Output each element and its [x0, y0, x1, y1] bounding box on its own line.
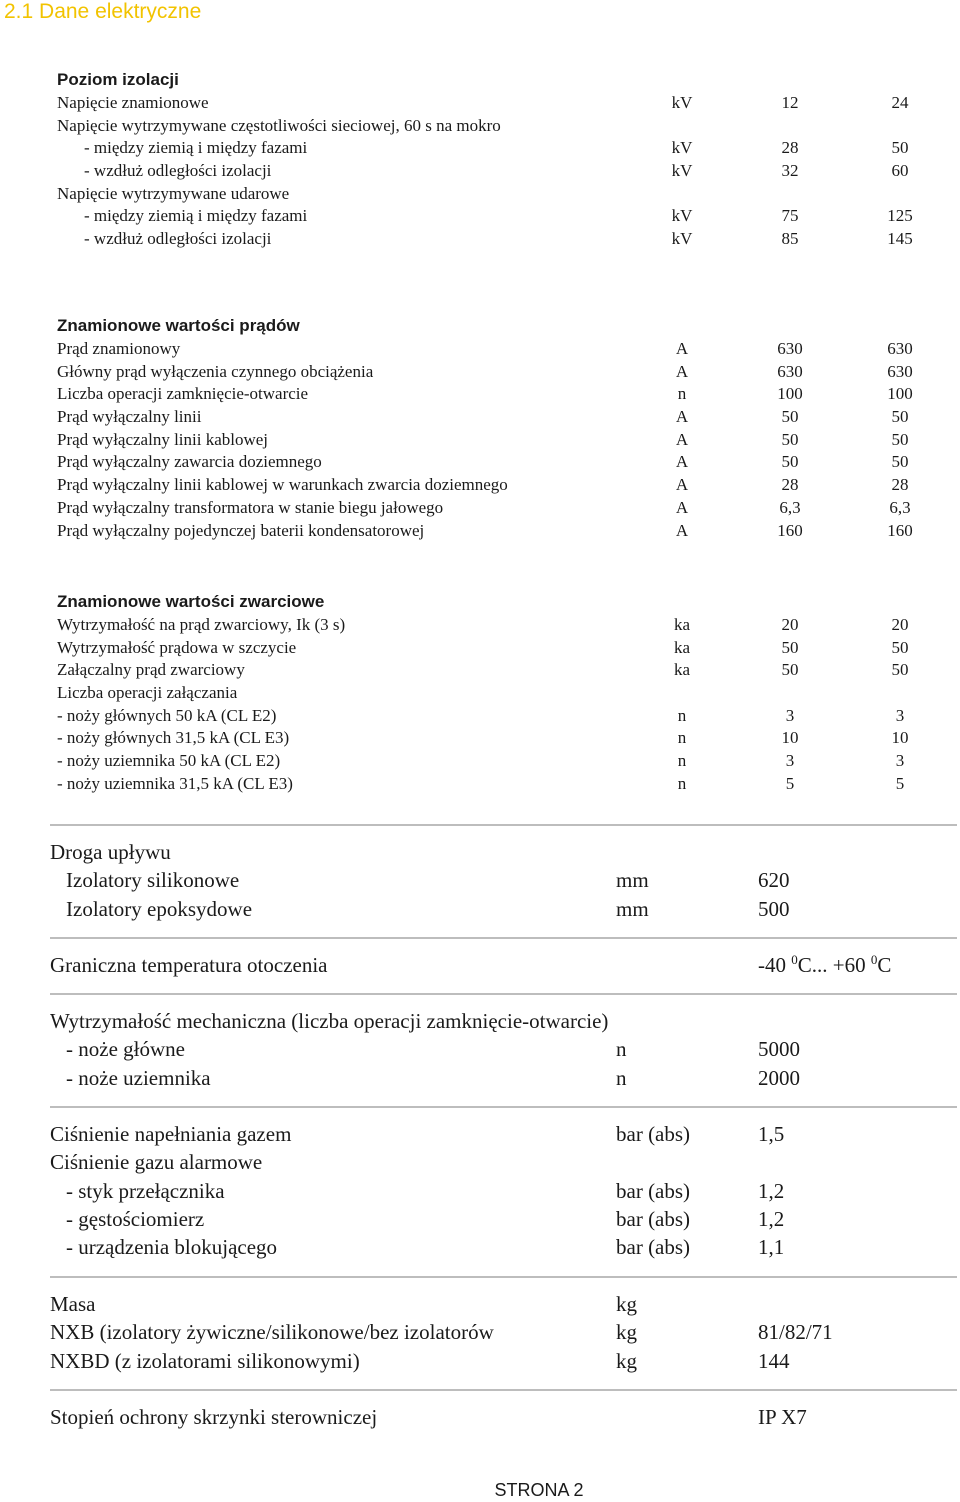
- table-row: [57, 750, 937, 773]
- row-unit: n: [677, 384, 687, 404]
- row-value-12kv: 50: [781, 637, 799, 657]
- section-rated-currents: [57, 314, 937, 542]
- table-row: [57, 773, 937, 796]
- section-insulation-level: [57, 68, 937, 251]
- row-value-12kv: 630: [777, 339, 803, 358]
- row-value-12kv: 10: [781, 728, 799, 748]
- row-label: Napięcie wytrzymywane częstotliwości sieciowej, 60 s na mokro: [57, 115, 501, 135]
- row-value-24kv: 50: [891, 429, 909, 449]
- row-label: - noży głównych 50 kA (CL E2): [57, 705, 277, 725]
- row-value-24kv: 20: [891, 615, 909, 634]
- row-value-24kv: 60: [891, 161, 909, 181]
- table-row: [57, 383, 937, 406]
- row-unit: n: [677, 751, 687, 771]
- table-row: [57, 659, 937, 682]
- row-value-24kv: 630: [887, 361, 913, 381]
- table-row: [57, 228, 937, 251]
- row-label: - noże uziemnika: [66, 1065, 211, 1090]
- row-label: Prąd wyłączalny zawarcia doziemnego: [57, 452, 322, 472]
- row-unit: bar (abs): [616, 1122, 691, 1146]
- table-row: [57, 497, 937, 520]
- table-row: [57, 205, 937, 228]
- row-value-12kv: 50: [781, 660, 799, 680]
- row-value-12kv: 12: [781, 93, 799, 112]
- row-value-12kv: 50: [781, 407, 799, 427]
- row-unit: ka: [673, 615, 691, 634]
- row-value-24kv: 5: [895, 773, 905, 793]
- row-value-12kv: 160: [777, 520, 803, 540]
- row-value-24kv: 100: [887, 384, 913, 404]
- section-title: Znamionowe wartości zwarciowe: [57, 592, 325, 611]
- table-row: [57, 406, 937, 429]
- divider: [50, 1276, 957, 1278]
- row-unit: n: [677, 705, 687, 725]
- row-value-12kv: 630: [777, 361, 803, 381]
- row-value-24kv: 10: [891, 728, 909, 748]
- row-unit: mm: [616, 868, 649, 893]
- row-value-12kv: 28: [781, 138, 799, 158]
- row-unit: mm: [616, 896, 649, 921]
- row-unit: bar (abs): [616, 1235, 691, 1260]
- row-value-12kv: 28: [781, 475, 799, 495]
- table-row: [50, 1007, 957, 1035]
- table-row: [57, 338, 937, 361]
- row-unit: n: [616, 1065, 627, 1090]
- block-creepage-distance: [50, 838, 957, 923]
- row-label: Izolatory epoksydowe: [66, 896, 253, 921]
- row-unit: kV: [671, 206, 693, 226]
- row-value-24kv: 50: [891, 407, 909, 427]
- row-value: 81/82/71: [758, 1320, 833, 1345]
- row-value-24kv: 24: [891, 93, 909, 112]
- table-row: [50, 1318, 957, 1346]
- table-row: [57, 429, 937, 452]
- row-value-24kv: 50: [891, 637, 909, 657]
- table-row: [50, 866, 957, 894]
- table-row: [50, 1148, 957, 1176]
- row-unit: ka: [673, 660, 691, 680]
- page-number: STRONA 2: [494, 1480, 584, 1500]
- row-value-24kv: 125: [887, 206, 913, 226]
- section-title: Znamionowe wartości prądów: [57, 316, 300, 335]
- table-row: [50, 1290, 957, 1318]
- row-value: 2000: [758, 1065, 800, 1090]
- table-row: [57, 727, 937, 750]
- row-unit: kg: [616, 1292, 637, 1316]
- table-row: [50, 1347, 957, 1375]
- row-unit: A: [675, 339, 689, 358]
- row-label: - między ziemią i między fazami: [84, 206, 308, 226]
- table-row: [50, 1120, 957, 1148]
- row-value-24kv: 160: [887, 520, 913, 540]
- table-row: [50, 1035, 957, 1063]
- row-label: Wytrzymałość mechaniczna (liczba operacji zamknięcie-otwarcie): [50, 1009, 609, 1033]
- row-label: Główny prąd wyłączenia czynnego obciążenia: [57, 361, 374, 381]
- row-value-12kv: 5: [785, 773, 795, 793]
- row-value-12kv: 50: [781, 429, 799, 449]
- row-label: Wytrzymałość na prąd zwarciowy, Ik (3 s): [57, 615, 346, 634]
- block-ambient-temperature: [50, 951, 957, 979]
- row-value-24kv: 50: [891, 452, 909, 472]
- row-unit: A: [675, 361, 689, 381]
- row-label: Prąd wyłączalny linii kablowej: [57, 429, 269, 449]
- row-unit: bar (abs): [616, 1178, 691, 1203]
- row-value: 1,2: [758, 1178, 785, 1203]
- row-value: IP X7: [758, 1405, 807, 1429]
- table-row: [50, 951, 957, 979]
- row-label: Prąd wyłączalny linii kablowej w warunkach zwarcia doziemnego: [57, 475, 508, 495]
- divider: [50, 937, 957, 939]
- row-unit: kV: [671, 161, 693, 181]
- row-label: NXB (izolatory żywiczne/silikonowe/bez izolatorów: [50, 1320, 494, 1345]
- row-value-12kv: 32: [781, 161, 799, 181]
- row-label: - wzdłuż odległości izolacji: [84, 229, 272, 249]
- row-value: 620: [758, 868, 790, 893]
- block-protection-degree: [50, 1403, 957, 1431]
- divider: [50, 993, 957, 995]
- row-value-24kv: 630: [887, 339, 913, 358]
- row-label: Liczba operacji zamknięcie-otwarcie: [57, 384, 309, 404]
- row-value-12kv: 3: [785, 751, 795, 771]
- table-row: [57, 682, 937, 705]
- row-label: Napięcie wytrzymywane udarowe: [57, 183, 290, 203]
- table-row: [57, 451, 937, 474]
- row-label: - wzdłuż odległości izolacji: [84, 161, 272, 181]
- table-row: [50, 895, 957, 923]
- row-label: Prąd wyłączalny pojedynczej baterii kondensatorowej: [57, 520, 425, 540]
- table-row: [57, 160, 937, 183]
- row-label: Prąd wyłączalny linii: [57, 407, 202, 427]
- row-label: Ciśnienie gazu alarmowe: [50, 1150, 263, 1175]
- table-row: [50, 1403, 957, 1431]
- row-value-12kv: 3: [785, 705, 795, 725]
- row-label: Stopień ochrony skrzynki sterowniczej: [50, 1405, 378, 1429]
- row-label: Liczba operacji załączania: [57, 683, 238, 703]
- table-row: [57, 137, 937, 160]
- row-value: -40 $^0$C... +60 $^0$C: [758, 952, 892, 977]
- table-row: [57, 115, 937, 138]
- row-label: Załączalny prąd zwarciowy: [57, 660, 245, 680]
- row-value-12kv: 50: [781, 452, 799, 472]
- table-row: [57, 361, 937, 384]
- row-label: Napięcie znamionowe: [57, 93, 209, 112]
- row-label: - noży uziemnika 50 kA (CL E2): [57, 751, 281, 771]
- row-value: 1,1: [758, 1235, 785, 1260]
- row-value: 5000: [758, 1037, 800, 1062]
- table-row: [57, 614, 937, 637]
- row-unit: A: [675, 520, 689, 540]
- row-label: - styk przełącznika: [66, 1178, 225, 1203]
- row-value-12kv: 75: [781, 206, 799, 226]
- row-value-12kv: 100: [777, 384, 803, 404]
- divider: [50, 1106, 957, 1108]
- row-unit: bar (abs): [616, 1206, 691, 1231]
- row-unit: n: [677, 773, 687, 793]
- block-mass: [50, 1290, 957, 1375]
- row-unit: n: [616, 1037, 627, 1062]
- row-value-24kv: 6,3: [889, 497, 911, 517]
- table-row: [50, 1064, 957, 1092]
- row-unit: kV: [671, 138, 693, 158]
- row-unit: A: [675, 475, 689, 495]
- row-unit: n: [677, 728, 687, 748]
- row-value-24kv: 50: [891, 660, 909, 680]
- section-title: Poziom izolacji: [57, 70, 179, 89]
- row-label: Ciśnienie napełniania gazem: [50, 1122, 292, 1146]
- divider: [50, 824, 957, 826]
- row-label: Wytrzymałość prądowa w szczycie: [57, 637, 297, 657]
- row-value: 1,2: [758, 1206, 785, 1231]
- row-label: - noży głównych 31,5 kA (CL E3): [57, 728, 290, 748]
- row-unit: kV: [671, 93, 693, 112]
- table-row: [57, 705, 937, 728]
- row-label: Graniczna temperatura otoczenia: [50, 953, 328, 977]
- table-row: [57, 637, 937, 660]
- document-heading: 2.1 Dane elektryczne: [4, 0, 202, 23]
- row-value-12kv: 20: [781, 615, 799, 634]
- row-label: Prąd znamionowy: [57, 339, 181, 358]
- table-row: [57, 92, 937, 115]
- table-row: [57, 520, 937, 543]
- row-value: 1,5: [758, 1122, 785, 1146]
- row-value-24kv: 145: [887, 229, 913, 249]
- row-unit: kg: [616, 1348, 637, 1373]
- row-label: Masa: [50, 1292, 96, 1316]
- row-value-24kv: 50: [891, 138, 909, 158]
- row-label: - między ziemią i między fazami: [84, 138, 308, 158]
- row-label: - urządzenia blokującego: [66, 1235, 278, 1260]
- row-value-24kv: 3: [895, 705, 905, 725]
- page-footer: [0, 1478, 960, 1502]
- block-mechanical-endurance: [50, 1007, 957, 1092]
- row-unit: A: [675, 407, 689, 427]
- table-row: [50, 1205, 957, 1233]
- row-label: - noży uziemnika 31,5 kA (CL E3): [57, 773, 293, 793]
- table-row: [50, 838, 957, 866]
- row-unit: ka: [673, 637, 691, 657]
- row-label: - gęstościomierz: [66, 1206, 205, 1231]
- table-row: [57, 183, 937, 206]
- row-unit: A: [675, 497, 689, 517]
- table-row: [50, 1233, 957, 1261]
- row-label: NXBD (z izolatorami silikonowymi): [50, 1348, 360, 1373]
- table-row: [50, 1177, 957, 1205]
- row-value-12kv: 85: [781, 229, 799, 249]
- row-value-24kv: 3: [895, 751, 905, 771]
- section-short-circuit-ratings: [57, 590, 937, 796]
- row-unit: kg: [616, 1320, 637, 1345]
- row-value: 144: [758, 1348, 790, 1373]
- row-label: Droga upływu: [50, 840, 171, 864]
- row-unit: A: [675, 429, 689, 449]
- row-value-24kv: 28: [891, 475, 909, 495]
- table-row: [57, 474, 937, 497]
- divider: [50, 1389, 957, 1391]
- row-label: Izolatory silikonowe: [66, 868, 240, 893]
- block-gas-pressure: [50, 1120, 957, 1261]
- row-unit: A: [675, 452, 689, 472]
- row-value-12kv: 6,3: [779, 497, 801, 517]
- row-label: Prąd wyłączalny transformatora w stanie biegu jałowego: [57, 497, 444, 517]
- row-value: 500: [758, 896, 790, 921]
- row-unit: kV: [671, 229, 693, 249]
- row-label: - noże główne: [66, 1037, 185, 1062]
